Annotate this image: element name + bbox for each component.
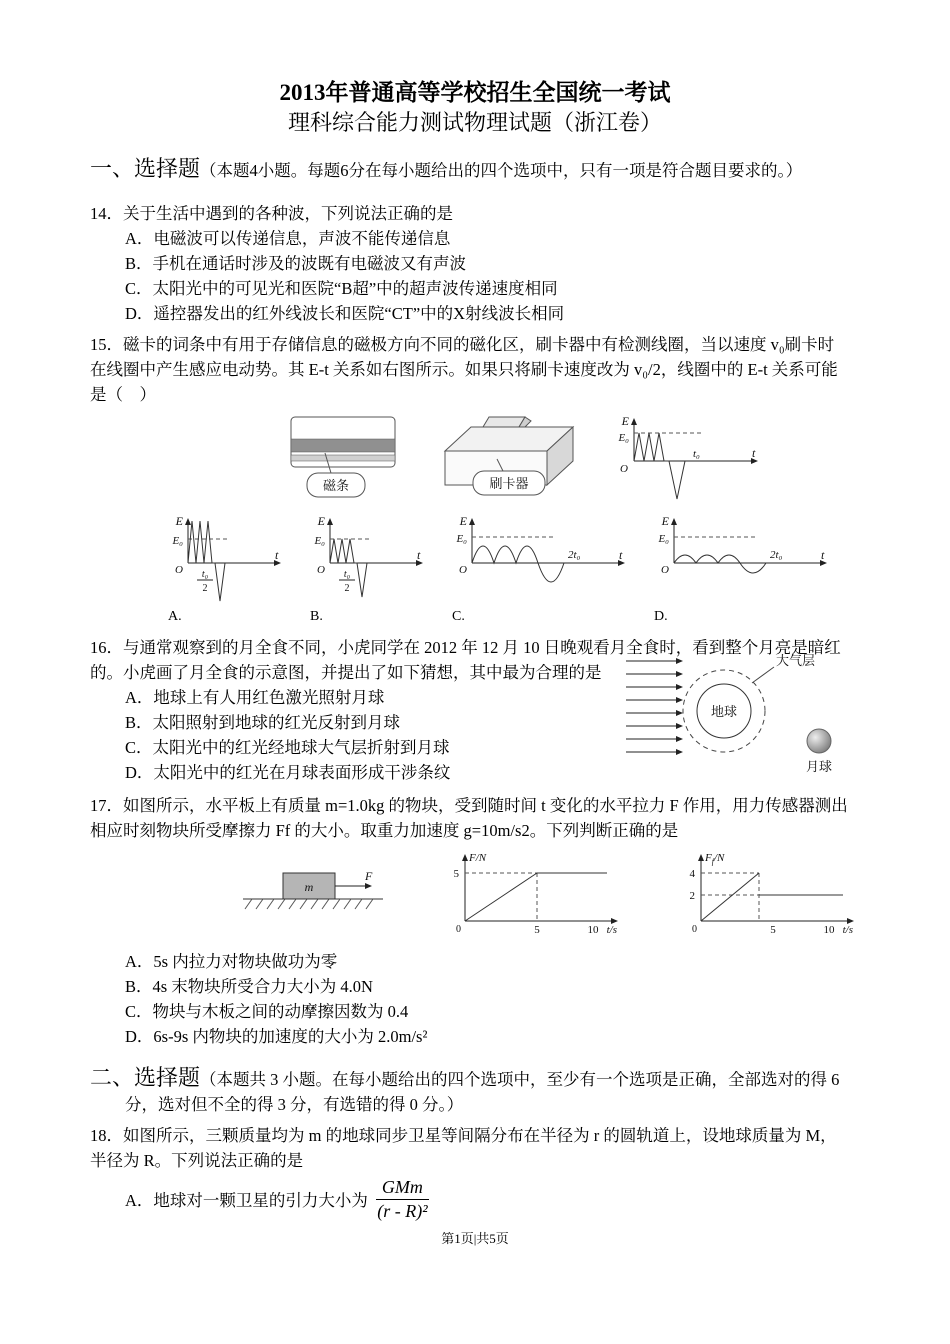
fraction-numerator: GMm [376, 1177, 429, 1200]
magnetic-card-figure [285, 411, 403, 501]
axis-label-E: E [459, 514, 467, 528]
question-14 [90, 201, 860, 326]
section-two-note-line1: （本题共 3 小题。在每小题给出的四个选项中，至少有一个选项是正确，全部选对的得 6 [200, 1070, 840, 1089]
earth-label: 地球 [710, 704, 738, 719]
answer-label-b: B. [310, 609, 323, 624]
moon-icon [807, 729, 831, 753]
section-one-note: （本题4小题。每题6分在每小题给出的四个选项中，只有一项是符合题目要求的。） [200, 161, 803, 180]
g2-tick-2y: 2 [689, 890, 696, 902]
g2-tick-10x: 10 [823, 924, 835, 936]
g2-tick-5x: 5 [770, 924, 777, 936]
fraction-denominator: (r - R)² [377, 1200, 428, 1221]
q17-stem-line2: 相应时刻物块所受摩擦力 Ff 的大小。取重力加速度 g=10m/s2。下列判断正确的是 [90, 821, 679, 840]
g1-ylabel: F/N [468, 852, 486, 864]
g2-tick-4y: 4 [689, 868, 696, 880]
q16-option-a: A．地球上有人用红色激光照射月球 [125, 688, 385, 707]
axis-origin: O [620, 463, 628, 475]
section-two-label: 二、选择题 [90, 1065, 201, 1090]
answer-graph-b [310, 511, 428, 613]
axis-label-E0: E₀ [456, 533, 467, 545]
page-footer: 第1页|共5页 [441, 1231, 509, 1246]
friction-time-graph [671, 847, 860, 947]
axis-label-t: t [275, 548, 279, 562]
q14-stem: 14．关于生活中遇到的各种波，下列说法正确的是 [90, 204, 453, 223]
q17-option-b: B．4s 末物块所受合力大小为 4.0N [125, 977, 373, 996]
card-strip-label: 磁条 [322, 478, 350, 493]
g1-tick-5y: 5 [453, 868, 459, 880]
lunar-eclipse-figure [624, 649, 874, 784]
q17-option-a: A．5s 内拉力对物块做功为零 [125, 952, 338, 971]
answer-graph-b-wrap [310, 511, 428, 625]
q14-option-b: B．手机在通话时涉及的波既有电磁波又有声波 [125, 254, 467, 273]
q16-option-c: C．太阳光中的红光经地球大气层折射到月球 [125, 738, 450, 757]
q15-answer-graphs [168, 511, 860, 625]
axis-label-t0-half-num: t₀ [343, 569, 351, 580]
axis-label-E0: E₀ [172, 535, 183, 547]
moon-label: 月球 [805, 759, 833, 774]
answer-graph-a [168, 511, 286, 613]
q16-option-d: D．太阳光中的红光在月球表面形成干涉条纹 [125, 763, 451, 782]
doc-title-line2: 理科综合能力测试物理试题（浙江卷） [287, 110, 662, 135]
q16-stem-line2: 的。小虎画了月全食的示意图，并提出了如下猜想，其中最为合理的是 [90, 663, 602, 682]
q17-stem-line1: 17．如图所示，水平板上有质量 m=1.0kg 的物块，受到随时间 t 变化的水平拉力 F 作用，用力传感器测出 [90, 796, 848, 815]
q17-option-c: C．物块与木板之间的动摩擦因数为 0.4 [125, 1002, 409, 1021]
question-17 [90, 793, 860, 1049]
g2-ylabel: $F_f/N$ [705, 852, 725, 866]
axis-label-t: t [619, 548, 623, 562]
axis-label-t0-half-den: 2 [202, 583, 208, 594]
axis-label-t: t [752, 446, 756, 460]
card-reader-label: 刷卡器 [489, 476, 529, 491]
q15-figure-row [285, 411, 860, 509]
axis-label-2t0: 2t₀ [770, 549, 783, 561]
g1-tick-10x: 10 [587, 924, 599, 936]
section-two-note-line2: 分，选对但不全的得 3 分，有选错的得 0 分。） [125, 1095, 464, 1114]
force-time-graph [435, 847, 624, 947]
axis-origin: O [459, 564, 467, 576]
axis-label-t0-half-num: t₀ [201, 569, 209, 580]
q15-stem-line1: 15．磁卡的词条中有用于存储信息的磁极方向不同的磁化区，刷卡器中有检测线圈，当以速度 v₀刷卡时 [90, 335, 835, 354]
answer-graph-d-wrap [654, 511, 832, 625]
axis-label-t: t [821, 548, 825, 562]
q14-option-c: C．太阳光中的可见光和医院“B超”中的超声波传递速度相同 [125, 279, 558, 298]
question-15 [90, 332, 860, 625]
g2-xlabel: t/s [843, 924, 854, 936]
q16-stem-line1: 16．与通常观察到的月全食不同，小虎同学在 2012 年 12 月 10 日晚观看月全食时，看到整个月亮是暗红 [90, 638, 841, 657]
axis-label-E: E [317, 514, 325, 528]
block-figure [238, 847, 387, 919]
q17-option-d: D．6s-9s 内物块的加速度的大小为 2.0m/s² [125, 1027, 428, 1046]
q15-stem-line2: 在线圈中产生感应电动势。其 E-t 关系如右图所示。如果只将刷卡速度改为 v₀/2，线圈中的 E-t 关系可能 [90, 360, 838, 379]
axis-label-E: E [661, 514, 669, 528]
section-one-label: 一、选择题 [90, 156, 201, 181]
axis-label-t0: t₀ [693, 448, 700, 460]
g2-origin: 0 [692, 924, 698, 935]
g1-tick-5x: 5 [534, 924, 540, 936]
axis-origin: O [317, 564, 325, 576]
answer-graph-c [452, 511, 630, 613]
q18-stem-line1: 18．如图所示，三颗质量均为 m 的地球同步卫星等间隔分布在半径为 r 的圆轨道上，设地球质量为 M， [90, 1126, 837, 1145]
answer-label-c: C. [452, 609, 465, 624]
axis-label-E0: E₀ [314, 535, 325, 547]
axis-label-E: E [175, 514, 183, 528]
axis-label-E0: E₀ [658, 533, 669, 545]
g1-origin: 0 [455, 924, 461, 935]
axis-label-2t0: 2t₀ [568, 549, 581, 561]
answer-label-a: A. [168, 609, 182, 624]
answer-graph-a-wrap [168, 511, 286, 625]
q16-option-b: B．太阳照射到地球的红光反射到月球 [125, 713, 401, 732]
doc-title-line1: 2013年普通高等学校招生全国统一考试 [279, 80, 671, 105]
axis-label-E: E [621, 414, 629, 428]
gravity-formula-fraction [376, 1177, 429, 1221]
q18-option-a [90, 1177, 860, 1221]
axis-label-E0: E₀ [618, 432, 629, 444]
section-one-heading [90, 152, 860, 183]
axis-origin: O [661, 564, 669, 576]
answer-label-d: D. [654, 609, 668, 624]
answer-graph-d [654, 511, 832, 613]
axis-label-t: t [417, 548, 421, 562]
card-reader-figure [431, 411, 581, 501]
q17-figure-row [238, 847, 860, 947]
q14-option-a: A．电磁波可以传递信息，声波不能传递信息 [125, 229, 451, 248]
q18-option-a-text: A．地球对一颗卫星的引力大小为 [125, 1191, 368, 1211]
block-mass-label: m [304, 880, 314, 894]
section-two-heading [90, 1061, 860, 1117]
question-16 [90, 635, 860, 785]
q18-stem-line2: 半径为 R。下列说法正确的是 [90, 1151, 304, 1170]
q15-stem-line3: 是（ ） [90, 385, 156, 404]
q14-option-d: D．遥控器发出的红外线波长和医院“CT”中的X射线波长相同 [125, 304, 565, 323]
force-label: F [365, 869, 373, 883]
q15-emf-graph [609, 411, 764, 509]
axis-label-t0-half-den: 2 [344, 583, 350, 594]
atmosphere-label: 大气层 [776, 653, 816, 668]
question-18 [90, 1123, 860, 1221]
answer-graph-c-wrap [452, 511, 630, 625]
axis-origin: O [175, 564, 183, 576]
g1-xlabel: t/s [606, 924, 617, 936]
